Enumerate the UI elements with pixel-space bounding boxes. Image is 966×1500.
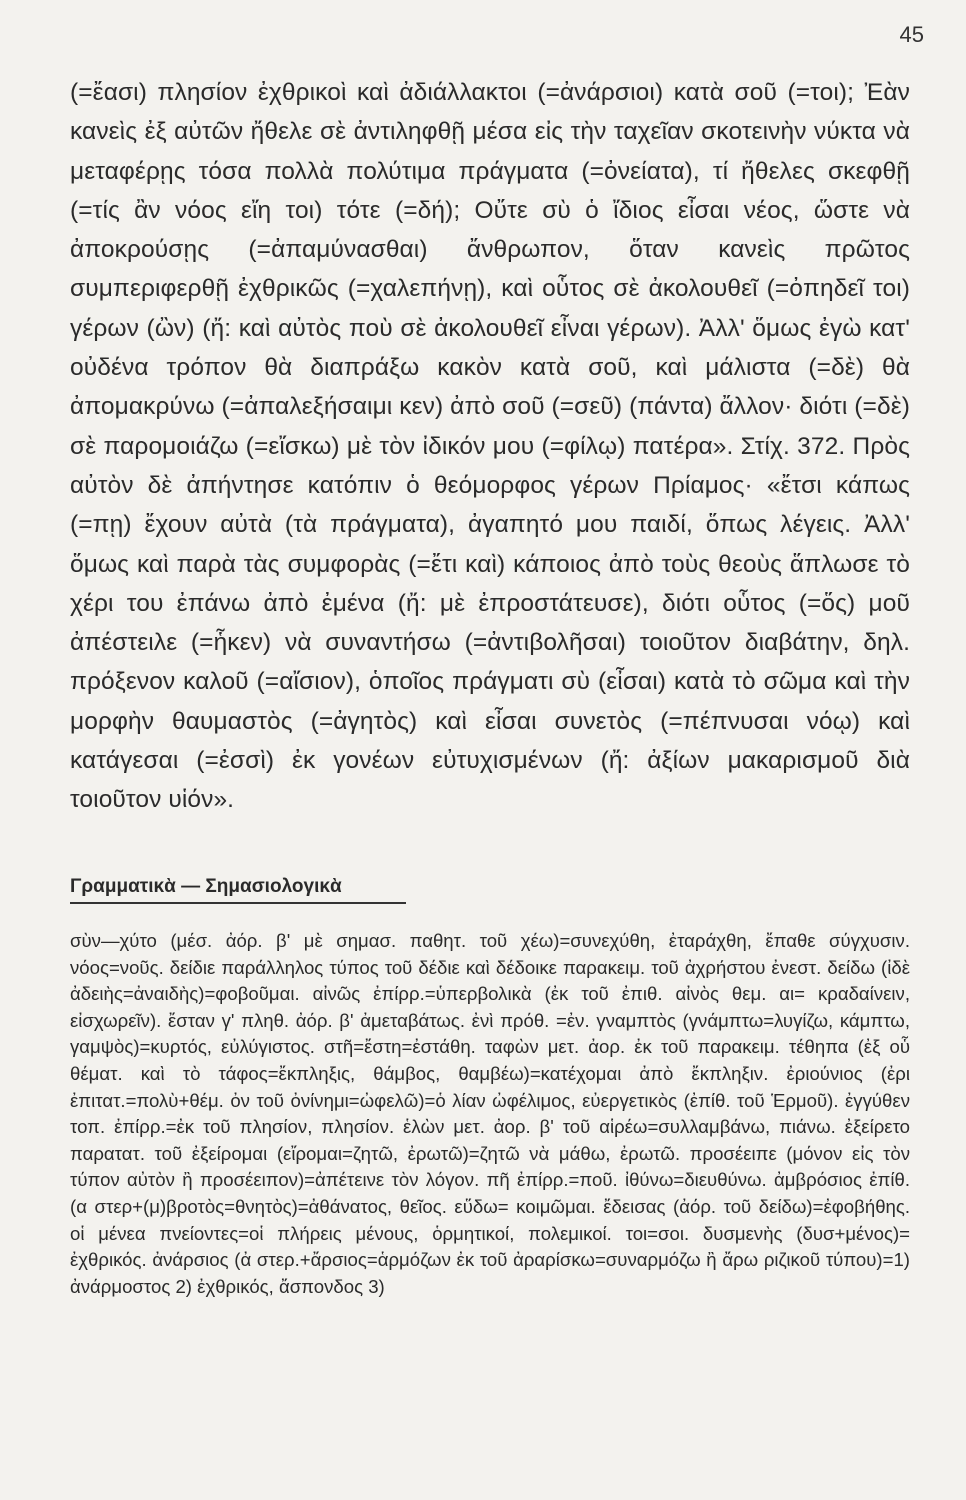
glossary-paragraph: σὺν—χύτο (μέσ. ἀόρ. β' μὲ σημασ. παθητ. τοῦ χέω)=συνεχύθη, ἐταράχθη, ἔπαθε σύγχυσιν. νόος=νοῦς. δείδιε παράλληλος τύπος τοῦ δέδιε καὶ δέδοικε παρακειμ. τοῦ ἀχρήστου ἐνεστ. δείδω (ἰδὲ ἀδειὴς=ἀναιδὴς)=φοβοῦμαι. αἰνῶς ἐπίρρ.=ὑπερβολικὰ (ἐκ τοῦ ἐπιθ. αἰνὸς θεμ. αι= κραδαίνειν, εἰσχωρεῖν). ἔσταν γ' πληθ. ἀόρ. β' ἀμεταβάτως. ἐνὶ πρόθ. =ἐν. γναμπτὸς (γνάμπτω=λυγίζω, κάμπτω, γαμψὸς)=κυρτός, εὐλύγιστος. στῆ=ἔστη=ἐστάθη. ταφὼν μετ. ἀορ. ἐκ τοῦ παρακειμ. τέθηπα (ἐξ οὗ θέματ. καὶ τὸ τάφος=ἔκπληξις, θάμβος, θαμβέω)=κατέχομαι ἀπὸ ἔκπληξιν. ἐριούνιος (ἐρι ἐπιτατ.=πολὺ+θέμ. ὀν τοῦ ὀνίνημι=ὠφελῶ)=ὁ λίαν ὠφέλιμος, εὐεργετικὸς (ἐπίθ. τοῦ Ἑρμοῦ). ἐγγύθεν τοπ. ἐπίρρ.=ἐκ τοῦ πλησίον, πλησίον. ἑλὼν μετ. ἀορ. β' τοῦ αἱρέω=συλλαμβάνω, πιάνω. ἐξείρετο παρατατ. τοῦ ἐξείρομαι (εἴρομαι=ζητῶ, ἐρωτῶ)=ζητῶ νὰ μάθω, ἐρωτῶ. προσέειπε (μόνον εἰς τὸν τύπον αὐτὸν ἢ προσέειπον)=ἀπέτεινε τὸν λόγον. πῆ ἐπίρρ.=ποῦ. ἰθύνω=διευθύνω. ἀμβρόσιος ἐπίθ. (α στερ+(μ)βροτὸς=θνητὸς)=ἀθάνατος, θεῖος. εὕδω= κοιμῶμαι. ἔδεισας (ἀόρ. τοῦ δείδω)=ἐφοβήθης. οἱ μένεα πνείοντες=οἱ πλήρεις μένους, ὁρμητικοί, πολεμικοί. τοι=σοι. δυσμενὴς (δυσ+μένος)= ἐχθρικός. ἀνάρσιος (ἀ στερ.+ἄρσιος=ἁρμόζων ἐκ τοῦ ἀραρίσκω=συναρμόζω ἢ ἄρω ριζικοῦ τύπου)=1) ἀνάρμοστος 2) ἐχθρικός, ἄσπονδος 3) bbox=[70, 930, 910, 1297]
page-number: 45 bbox=[899, 22, 924, 47]
translation-paragraph: (=ἔασι) πλησίον ἐχθρικοὶ καὶ ἀδιάλλακτοι (=ἀνάρσιοι) κατὰ σοῦ (=τοι); Ἐὰν κανεὶς ἐξ αὐτῶν ἤθελε σὲ ἀντιληφθῇ μέσα εἰς τὴν ταχεῖαν σκοτεινὴν νύκτα νὰ μεταφέρῃς τόσα πολλὰ πολύτιμα πράγματα (=ὀνείατα), τί ἤθελες σκεφθῇ (=τίς ἂν νόος εἴη τοι) τότε (=δή); Οὔτε σὺ ὁ ἴδιος εἶσαι νέος, ὥστε νὰ ἀποκρούσῃς (=ἀπαμύνασθαι) ἄνθρωπον, ὅταν κανεὶς πρῶτος συμπεριφερθῇ ἐχθρικῶς (=χαλεπήνῃ), καὶ οὗτος σὲ ἀκολουθεῖ (=ὀπηδεῖ τοι) γέρων (ὢν) (ἤ: καὶ αὐτὸς ποὺ σὲ ἀκολουθεῖ εἶναι γέρων). Ἀλλ' ὅμως ἐγὼ κατ' οὐδένα τρόπον θὰ διαπράξω κακὸν κατὰ σοῦ, καὶ μάλιστα (=δὲ) θὰ ἀπομακρύνω (=ἀπαλεξήσαιμι κεν) ἀπὸ σοῦ (=σεῦ) (πάντα) ἄλλον· διότι (=δὲ) σὲ παρομοιάζω (=εἴσκω) μὲ τὸν ἰδικόν μου (=φίλῳ) πατέρα». Στίχ. 372. Πρὸς αὐτὸν δὲ ἀπήντησε κατόπιν ὁ θεόμορφος γέρων Πρίαμος· «ἔτσι κάπως (=πῃ) ἔχουν αὐτὰ (τὰ πράγματα), ἀγαπητό μου παιδί, ὅπως λέγεις. Ἀλλ' ὅμως καὶ παρὰ τὰς συμφορὰς (=ἔτι καὶ) κάποιος ἀπὸ τοὺς θεοὺς ἅπλωσε τὸ χέρι του ἐπάνω ἀπὸ ἐμένα (ἤ: μὲ ἐπροστάτευσε), διότι οὗτος (=ὅς) μοῦ ἀπέστειλε (=ἧκεν) νὰ συναντήσω (=ἀντιβολῆσαι) τοιοῦτον διαβάτην, δηλ. πρόξενον καλοῦ (=αἴσιον), ὁποῖος πράγματι σὺ (εἶσαι) κατὰ τὸ σῶμα καὶ τὴν μορφὴν θαυμαστὸς (=ἀγητὸς) καὶ εἶσαι συνετὸς (=πέπνυσαι νόῳ) καὶ κατάγεσαι (=ἐσσὶ) ἐκ γονέων εὐτυχισμένων (ἤ: ἀξίων μακαρισμοῦ διὰ τοιοῦτον υἱόν». bbox=[70, 79, 910, 814]
section-heading: Γραμματικὰ — Σημασιολογικὰ bbox=[70, 876, 406, 904]
glossary-block bbox=[70, 928, 910, 1300]
main-text-block bbox=[70, 73, 910, 820]
